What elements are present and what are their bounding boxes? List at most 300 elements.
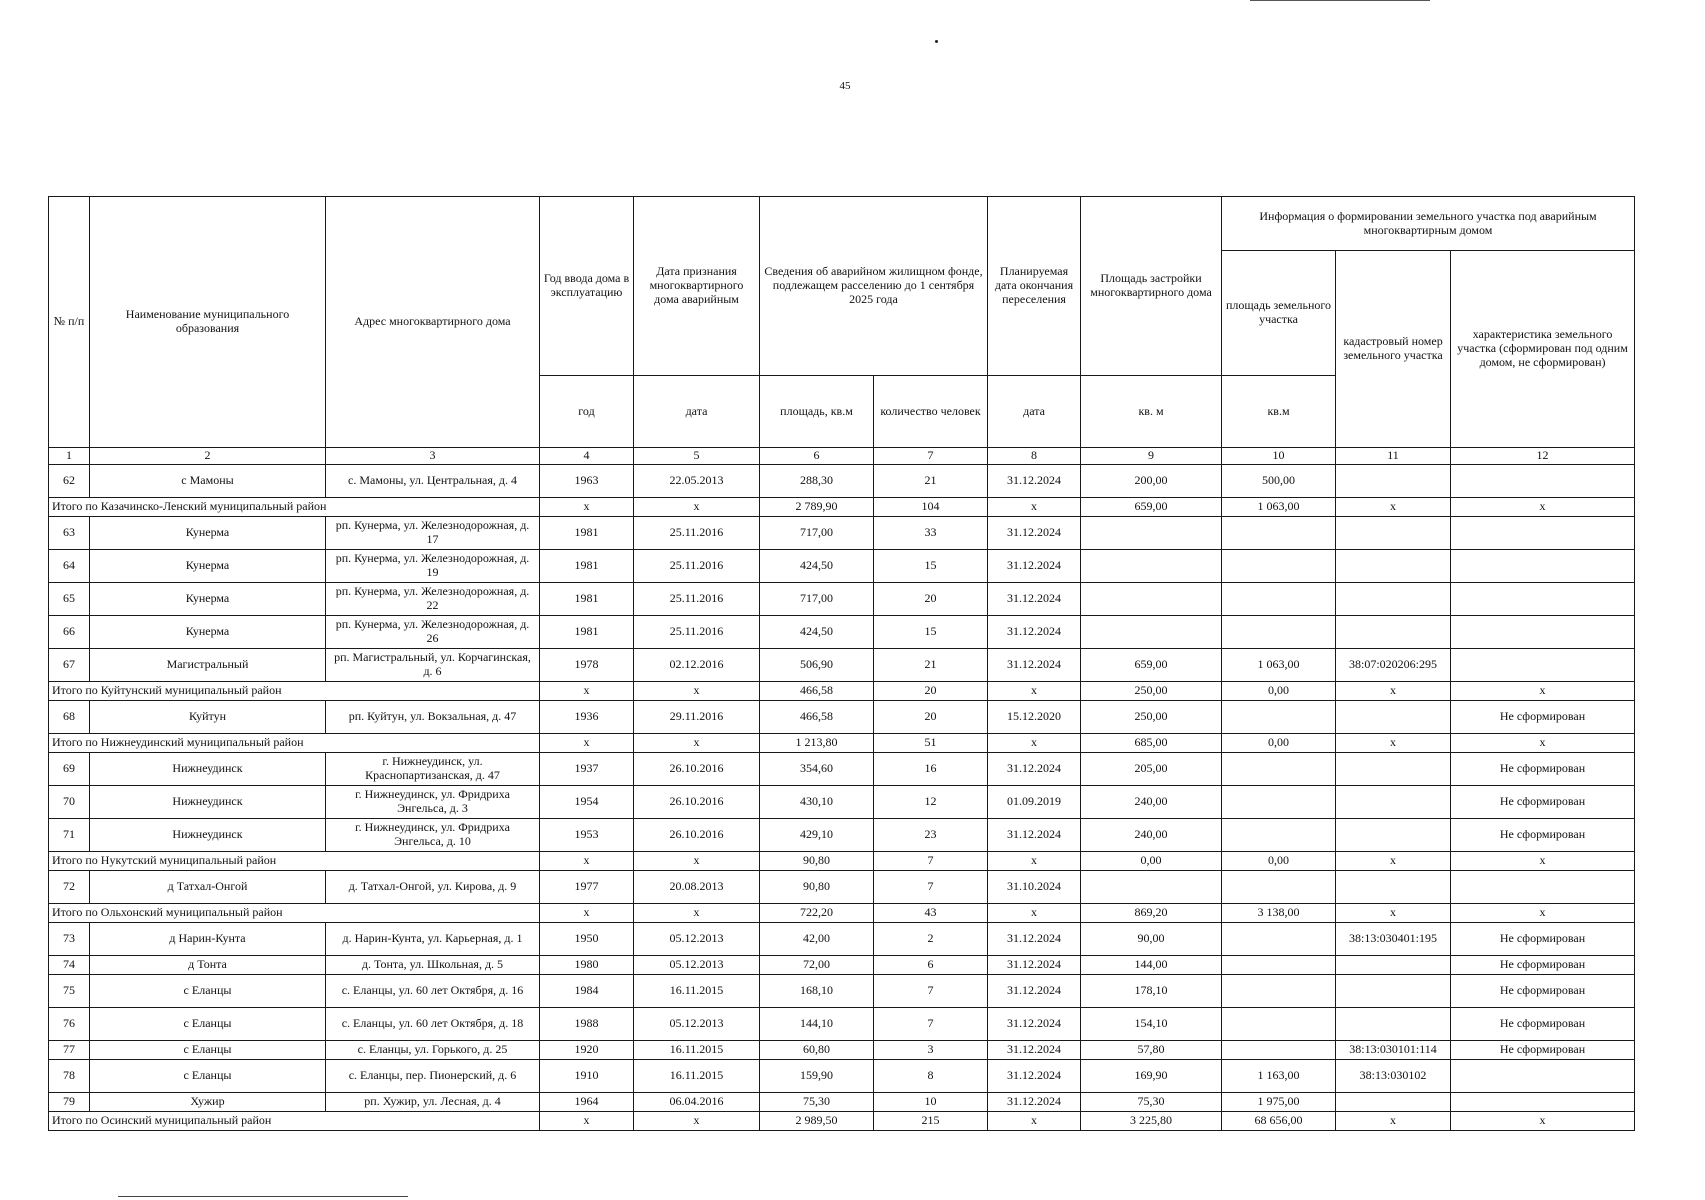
land-characteristic-cell: Не сформирован <box>1451 1041 1635 1060</box>
address-cell: рп. Магистральный, ул. Корчагинская, д. 6 <box>326 649 540 682</box>
cadastral-cell <box>1336 786 1451 819</box>
address-cell: рп. Куйтун, ул. Вокзальная, д. 47 <box>326 701 540 734</box>
land-characteristic-cell <box>1451 583 1635 616</box>
land-area-cell: 68 656,00 <box>1222 1112 1336 1131</box>
plan-date-cell: x <box>988 734 1081 753</box>
land-characteristic-cell <box>1451 1060 1635 1093</box>
table-header <box>49 197 1635 465</box>
recognition-date-cell: 05.12.2013 <box>634 923 760 956</box>
land-characteristic-cell: Не сформирован <box>1451 956 1635 975</box>
land-characteristic-cell <box>1451 465 1635 498</box>
column-number: 7 <box>874 448 988 465</box>
address-cell: г. Нижнеудинск, ул. Фридриха Энгельса, д. 3 <box>326 786 540 819</box>
land-characteristic-cell <box>1451 616 1635 649</box>
cadastral-cell <box>1336 465 1451 498</box>
column-number: 5 <box>634 448 760 465</box>
area-cell: 2 989,50 <box>760 1112 874 1131</box>
land-area-cell <box>1222 1041 1336 1060</box>
area-cell: 288,30 <box>760 465 874 498</box>
land-characteristic-cell: Не сформирован <box>1451 819 1635 852</box>
plan-date-cell: x <box>988 682 1081 701</box>
area-cell: 60,80 <box>760 1041 874 1060</box>
land-characteristic-cell: x <box>1451 734 1635 753</box>
people-cell: 8 <box>874 1060 988 1093</box>
year-cell: x <box>540 1112 634 1131</box>
unit-area: площадь, кв.м <box>760 376 874 448</box>
year-cell: x <box>540 734 634 753</box>
people-cell: 12 <box>874 786 988 819</box>
municipality-cell: Кунерма <box>90 550 326 583</box>
building-area-cell: 685,00 <box>1081 734 1222 753</box>
emergency-housing-table <box>48 196 1635 1131</box>
cadastral-cell <box>1336 871 1451 904</box>
header-no: № п/п <box>49 197 90 448</box>
building-area-cell <box>1081 616 1222 649</box>
year-cell: 1980 <box>540 956 634 975</box>
address-cell: с. Еланцы, ул. Горького, д. 25 <box>326 1041 540 1060</box>
header-cadastral: кадастровый номер земельного участка <box>1336 251 1451 448</box>
table-row <box>49 956 1635 975</box>
people-cell: 7 <box>874 852 988 871</box>
people-cell: 7 <box>874 975 988 1008</box>
land-area-cell <box>1222 583 1336 616</box>
total-label: Итого по Куйтунский муниципальный район <box>49 682 540 701</box>
building-area-cell: 144,00 <box>1081 956 1222 975</box>
recognition-date-cell: 02.12.2016 <box>634 649 760 682</box>
district-total-row <box>49 498 1635 517</box>
building-area-cell <box>1081 583 1222 616</box>
unit-plan-date: дата <box>988 376 1081 448</box>
area-cell: 722,20 <box>760 904 874 923</box>
recognition-date-cell: 29.11.2016 <box>634 701 760 734</box>
cadastral-cell: x <box>1336 682 1451 701</box>
recognition-date-cell: 06.04.2016 <box>634 1093 760 1112</box>
recognition-date-cell: 16.11.2015 <box>634 1060 760 1093</box>
recognition-date-cell: 16.11.2015 <box>634 1041 760 1060</box>
row-number-cell: 63 <box>49 517 90 550</box>
plan-date-cell: 31.12.2024 <box>988 923 1081 956</box>
land-area-cell <box>1222 517 1336 550</box>
municipality-cell: Нижнеудинск <box>90 819 326 852</box>
people-cell: 43 <box>874 904 988 923</box>
year-cell: 1981 <box>540 616 634 649</box>
building-area-cell: 3 225,80 <box>1081 1112 1222 1131</box>
building-area-cell: 869,20 <box>1081 904 1222 923</box>
cadastral-cell: 38:13:030101:114 <box>1336 1041 1451 1060</box>
cadastral-cell <box>1336 956 1451 975</box>
district-total-row <box>49 904 1635 923</box>
people-cell: 23 <box>874 819 988 852</box>
total-label: Итого по Осинский муниципальный район <box>49 1112 540 1131</box>
unit-sq-m: кв. м <box>1081 376 1222 448</box>
cadastral-cell: x <box>1336 1112 1451 1131</box>
municipality-cell: д Нарин-Кунта <box>90 923 326 956</box>
plan-date-cell: 31.12.2024 <box>988 550 1081 583</box>
area-cell: 42,00 <box>760 923 874 956</box>
top-rule <box>1250 0 1430 1</box>
land-area-cell <box>1222 701 1336 734</box>
municipality-cell: Кунерма <box>90 616 326 649</box>
land-characteristic-cell: Не сформирован <box>1451 975 1635 1008</box>
year-cell: 1937 <box>540 753 634 786</box>
column-number: 11 <box>1336 448 1451 465</box>
building-area-cell: 154,10 <box>1081 1008 1222 1041</box>
land-characteristic-cell: Не сформирован <box>1451 701 1635 734</box>
year-cell: 1954 <box>540 786 634 819</box>
building-area-cell: 205,00 <box>1081 753 1222 786</box>
land-area-cell: 0,00 <box>1222 852 1336 871</box>
plan-date-cell: 01.09.2019 <box>988 786 1081 819</box>
header-land-characteristic: характеристика земельного участка (сформирован под одним домом, не сформирован) <box>1451 251 1635 448</box>
recognition-date-cell: x <box>634 682 760 701</box>
table-row <box>49 550 1635 583</box>
land-area-cell: 0,00 <box>1222 682 1336 701</box>
area-cell: 717,00 <box>760 583 874 616</box>
cadastral-cell: x <box>1336 852 1451 871</box>
plan-date-cell: x <box>988 498 1081 517</box>
building-area-cell: 75,30 <box>1081 1093 1222 1112</box>
table-row <box>49 753 1635 786</box>
building-area-cell: 0,00 <box>1081 852 1222 871</box>
cadastral-cell <box>1336 550 1451 583</box>
unit-year: год <box>540 376 634 448</box>
people-cell: 215 <box>874 1112 988 1131</box>
people-cell: 15 <box>874 616 988 649</box>
scan-speck <box>935 40 938 43</box>
land-characteristic-cell: Не сформирован <box>1451 786 1635 819</box>
cadastral-cell: x <box>1336 498 1451 517</box>
address-cell: д. Татхал-Онгой, ул. Кирова, д. 9 <box>326 871 540 904</box>
table-row <box>49 1093 1635 1112</box>
land-area-cell <box>1222 786 1336 819</box>
recognition-date-cell: x <box>634 852 760 871</box>
year-cell: x <box>540 682 634 701</box>
municipality-cell: Куйтун <box>90 701 326 734</box>
address-cell: рп. Кунерма, ул. Железнодорожная, д. 19 <box>326 550 540 583</box>
area-cell: 72,00 <box>760 956 874 975</box>
people-cell: 21 <box>874 649 988 682</box>
table-row <box>49 583 1635 616</box>
unit-people: количество человек <box>874 376 988 448</box>
year-cell: 1981 <box>540 517 634 550</box>
cadastral-cell <box>1336 583 1451 616</box>
cadastral-cell: x <box>1336 904 1451 923</box>
plan-date-cell: 31.12.2024 <box>988 1008 1081 1041</box>
header-housing-info: Сведения об аварийном жилищном фонде, подлежащем расселению до 1 сентября 2025 года <box>760 197 988 376</box>
building-area-cell: 659,00 <box>1081 649 1222 682</box>
row-number-cell: 68 <box>49 701 90 734</box>
plan-date-cell: 31.12.2024 <box>988 1093 1081 1112</box>
year-cell: 1981 <box>540 583 634 616</box>
recognition-date-cell: 25.11.2016 <box>634 583 760 616</box>
address-cell: с. Еланцы, ул. 60 лет Октября, д. 18 <box>326 1008 540 1041</box>
header-resettlement-date: Планируемая дата окончания переселения <box>988 197 1081 376</box>
land-characteristic-cell <box>1451 517 1635 550</box>
header-land-info: Информация о формировании земельного участка под аварийным многоквартирным домом <box>1222 197 1635 251</box>
table-row <box>49 975 1635 1008</box>
recognition-date-cell: x <box>634 734 760 753</box>
building-area-cell <box>1081 517 1222 550</box>
land-area-cell <box>1222 923 1336 956</box>
year-cell: x <box>540 904 634 923</box>
year-cell: 1984 <box>540 975 634 1008</box>
cadastral-cell <box>1336 616 1451 649</box>
people-cell: 20 <box>874 583 988 616</box>
people-cell: 20 <box>874 682 988 701</box>
people-cell: 6 <box>874 956 988 975</box>
year-cell: 1936 <box>540 701 634 734</box>
cadastral-cell <box>1336 975 1451 1008</box>
plan-date-cell: 31.12.2024 <box>988 1041 1081 1060</box>
cadastral-cell: 38:13:030401:195 <box>1336 923 1451 956</box>
area-cell: 717,00 <box>760 517 874 550</box>
land-characteristic-cell: x <box>1451 1112 1635 1131</box>
cadastral-cell <box>1336 753 1451 786</box>
district-total-row <box>49 682 1635 701</box>
building-area-cell: 178,10 <box>1081 975 1222 1008</box>
area-cell: 424,50 <box>760 550 874 583</box>
page-number: 45 <box>839 80 851 92</box>
table-row <box>49 1060 1635 1093</box>
address-cell: с. Еланцы, пер. Пионерский, д. 6 <box>326 1060 540 1093</box>
people-cell: 2 <box>874 923 988 956</box>
table-row <box>49 616 1635 649</box>
year-cell: 1978 <box>540 649 634 682</box>
recognition-date-cell: 26.10.2016 <box>634 786 760 819</box>
plan-date-cell: 31.12.2024 <box>988 649 1081 682</box>
building-area-cell: 90,00 <box>1081 923 1222 956</box>
people-cell: 10 <box>874 1093 988 1112</box>
year-cell: 1988 <box>540 1008 634 1041</box>
total-label: Итого по Нижнеудинский муниципальный район <box>49 734 540 753</box>
people-cell: 51 <box>874 734 988 753</box>
land-area-cell: 500,00 <box>1222 465 1336 498</box>
row-number-cell: 74 <box>49 956 90 975</box>
cadastral-cell: 38:13:030102 <box>1336 1060 1451 1093</box>
recognition-date-cell: 25.11.2016 <box>634 550 760 583</box>
row-number-cell: 78 <box>49 1060 90 1093</box>
year-cell: 1977 <box>540 871 634 904</box>
row-number-cell: 62 <box>49 465 90 498</box>
cadastral-cell <box>1336 517 1451 550</box>
area-cell: 429,10 <box>760 819 874 852</box>
people-cell: 104 <box>874 498 988 517</box>
plan-date-cell: 31.12.2024 <box>988 1060 1081 1093</box>
building-area-cell: 169,90 <box>1081 1060 1222 1093</box>
area-cell: 506,90 <box>760 649 874 682</box>
area-cell: 144,10 <box>760 1008 874 1041</box>
column-number: 6 <box>760 448 874 465</box>
plan-date-cell: 31.12.2024 <box>988 975 1081 1008</box>
people-cell: 3 <box>874 1041 988 1060</box>
column-number: 2 <box>90 448 326 465</box>
recognition-date-cell: x <box>634 1112 760 1131</box>
municipality-cell: с Еланцы <box>90 1060 326 1093</box>
plan-date-cell: 31.12.2024 <box>988 753 1081 786</box>
building-area-cell <box>1081 871 1222 904</box>
cadastral-cell <box>1336 1008 1451 1041</box>
table-row <box>49 1008 1635 1041</box>
land-characteristic-cell <box>1451 649 1635 682</box>
table-row <box>49 819 1635 852</box>
row-number-cell: 76 <box>49 1008 90 1041</box>
district-total-row <box>49 852 1635 871</box>
table-row <box>49 1041 1635 1060</box>
plan-date-cell: 31.10.2024 <box>988 871 1081 904</box>
area-cell: 430,10 <box>760 786 874 819</box>
building-area-cell: 659,00 <box>1081 498 1222 517</box>
area-cell: 90,80 <box>760 852 874 871</box>
building-area-cell: 240,00 <box>1081 786 1222 819</box>
header-municipality: Наименование муниципального образования <box>90 197 326 448</box>
building-area-cell: 57,80 <box>1081 1041 1222 1060</box>
land-characteristic-cell <box>1451 1093 1635 1112</box>
area-cell: 466,58 <box>760 682 874 701</box>
address-cell: г. Нижнеудинск, ул. Фридриха Энгельса, д. 10 <box>326 819 540 852</box>
cadastral-cell <box>1336 1093 1451 1112</box>
land-area-cell: 1 163,00 <box>1222 1060 1336 1093</box>
building-area-cell: 250,00 <box>1081 682 1222 701</box>
people-cell: 20 <box>874 701 988 734</box>
land-characteristic-cell: Не сформирован <box>1451 1008 1635 1041</box>
total-label: Итого по Нукутский муниципальный район <box>49 852 540 871</box>
land-characteristic-cell: x <box>1451 852 1635 871</box>
municipality-cell: Кунерма <box>90 583 326 616</box>
total-label: Итого по Казачинско-Ленский муниципальный район <box>49 498 540 517</box>
municipality-cell: Хужир <box>90 1093 326 1112</box>
area-cell: 159,90 <box>760 1060 874 1093</box>
area-cell: 466,58 <box>760 701 874 734</box>
people-cell: 7 <box>874 1008 988 1041</box>
plan-date-cell: 31.12.2024 <box>988 616 1081 649</box>
area-cell: 168,10 <box>760 975 874 1008</box>
recognition-date-cell: 26.10.2016 <box>634 753 760 786</box>
table-row <box>49 786 1635 819</box>
land-area-cell <box>1222 550 1336 583</box>
year-cell: 1964 <box>540 1093 634 1112</box>
plan-date-cell: x <box>988 904 1081 923</box>
land-characteristic-cell <box>1451 871 1635 904</box>
municipality-cell: Нижнеудинск <box>90 753 326 786</box>
header-recognition-date: Дата признания многоквартирного дома аварийным <box>634 197 760 376</box>
building-area-cell <box>1081 550 1222 583</box>
table-row <box>49 701 1635 734</box>
building-area-cell: 240,00 <box>1081 819 1222 852</box>
land-characteristic-cell: x <box>1451 904 1635 923</box>
row-number-cell: 65 <box>49 583 90 616</box>
header-building-area: Площадь застройки многоквартирного дома <box>1081 197 1222 376</box>
area-cell: 2 789,90 <box>760 498 874 517</box>
total-label: Итого по Ольхонский муниципальный район <box>49 904 540 923</box>
year-cell: 1963 <box>540 465 634 498</box>
land-area-cell: 1 063,00 <box>1222 649 1336 682</box>
recognition-date-cell: 25.11.2016 <box>634 517 760 550</box>
row-number-cell: 77 <box>49 1041 90 1060</box>
recognition-date-cell: x <box>634 498 760 517</box>
row-number-cell: 79 <box>49 1093 90 1112</box>
year-cell: x <box>540 498 634 517</box>
building-area-cell: 200,00 <box>1081 465 1222 498</box>
column-number: 3 <box>326 448 540 465</box>
year-cell: 1910 <box>540 1060 634 1093</box>
column-number: 9 <box>1081 448 1222 465</box>
area-cell: 1 213,80 <box>760 734 874 753</box>
land-area-cell <box>1222 956 1336 975</box>
table-row <box>49 923 1635 956</box>
people-cell: 15 <box>874 550 988 583</box>
bottom-rule <box>118 1196 408 1197</box>
building-area-cell: 250,00 <box>1081 701 1222 734</box>
plan-date-cell: x <box>988 1112 1081 1131</box>
municipality-cell: Нижнеудинск <box>90 786 326 819</box>
address-cell: рп. Кунерма, ул. Железнодорожная, д. 22 <box>326 583 540 616</box>
row-number-cell: 69 <box>49 753 90 786</box>
land-area-cell: 0,00 <box>1222 734 1336 753</box>
year-cell: 1950 <box>540 923 634 956</box>
people-cell: 33 <box>874 517 988 550</box>
plan-date-cell: 31.12.2024 <box>988 465 1081 498</box>
municipality-cell: д Татхал-Онгой <box>90 871 326 904</box>
land-area-cell: 1 063,00 <box>1222 498 1336 517</box>
area-cell: 354,60 <box>760 753 874 786</box>
year-cell: 1953 <box>540 819 634 852</box>
recognition-date-cell: 05.12.2013 <box>634 956 760 975</box>
people-cell: 21 <box>874 465 988 498</box>
cadastral-cell <box>1336 701 1451 734</box>
land-area-cell: 1 975,00 <box>1222 1093 1336 1112</box>
table-row <box>49 649 1635 682</box>
row-number-cell: 64 <box>49 550 90 583</box>
municipality-cell: д Тонта <box>90 956 326 975</box>
area-cell: 90,80 <box>760 871 874 904</box>
plan-date-cell: 31.12.2024 <box>988 819 1081 852</box>
plan-date-cell: 31.12.2024 <box>988 956 1081 975</box>
cadastral-cell: 38:07:020206:295 <box>1336 649 1451 682</box>
plan-date-cell: x <box>988 852 1081 871</box>
table-row <box>49 465 1635 498</box>
year-cell: 1981 <box>540 550 634 583</box>
column-number: 8 <box>988 448 1081 465</box>
row-number-cell: 72 <box>49 871 90 904</box>
header-land-area: площадь земельного участка <box>1222 251 1336 376</box>
unit-land-sq-m: кв.м <box>1222 376 1336 448</box>
land-characteristic-cell: Не сформирован <box>1451 923 1635 956</box>
column-number: 4 <box>540 448 634 465</box>
district-total-row <box>49 734 1635 753</box>
municipality-cell: Кунерма <box>90 517 326 550</box>
land-area-cell <box>1222 975 1336 1008</box>
row-number-cell: 73 <box>49 923 90 956</box>
column-number: 1 <box>49 448 90 465</box>
row-number-cell: 66 <box>49 616 90 649</box>
recognition-date-cell: 22.05.2013 <box>634 465 760 498</box>
land-area-cell <box>1222 616 1336 649</box>
address-cell: рп. Кунерма, ул. Железнодорожная, д. 26 <box>326 616 540 649</box>
table-body <box>49 465 1635 1131</box>
land-characteristic-cell: Не сформирован <box>1451 753 1635 786</box>
recognition-date-cell: 16.11.2015 <box>634 975 760 1008</box>
unit-date: дата <box>634 376 760 448</box>
recognition-date-cell: 05.12.2013 <box>634 1008 760 1041</box>
column-number: 10 <box>1222 448 1336 465</box>
year-cell: 1920 <box>540 1041 634 1060</box>
recognition-date-cell: 26.10.2016 <box>634 819 760 852</box>
area-cell: 75,30 <box>760 1093 874 1112</box>
row-number-cell: 67 <box>49 649 90 682</box>
municipality-cell: с Мамоны <box>90 465 326 498</box>
plan-date-cell: 15.12.2020 <box>988 701 1081 734</box>
row-number-cell: 71 <box>49 819 90 852</box>
